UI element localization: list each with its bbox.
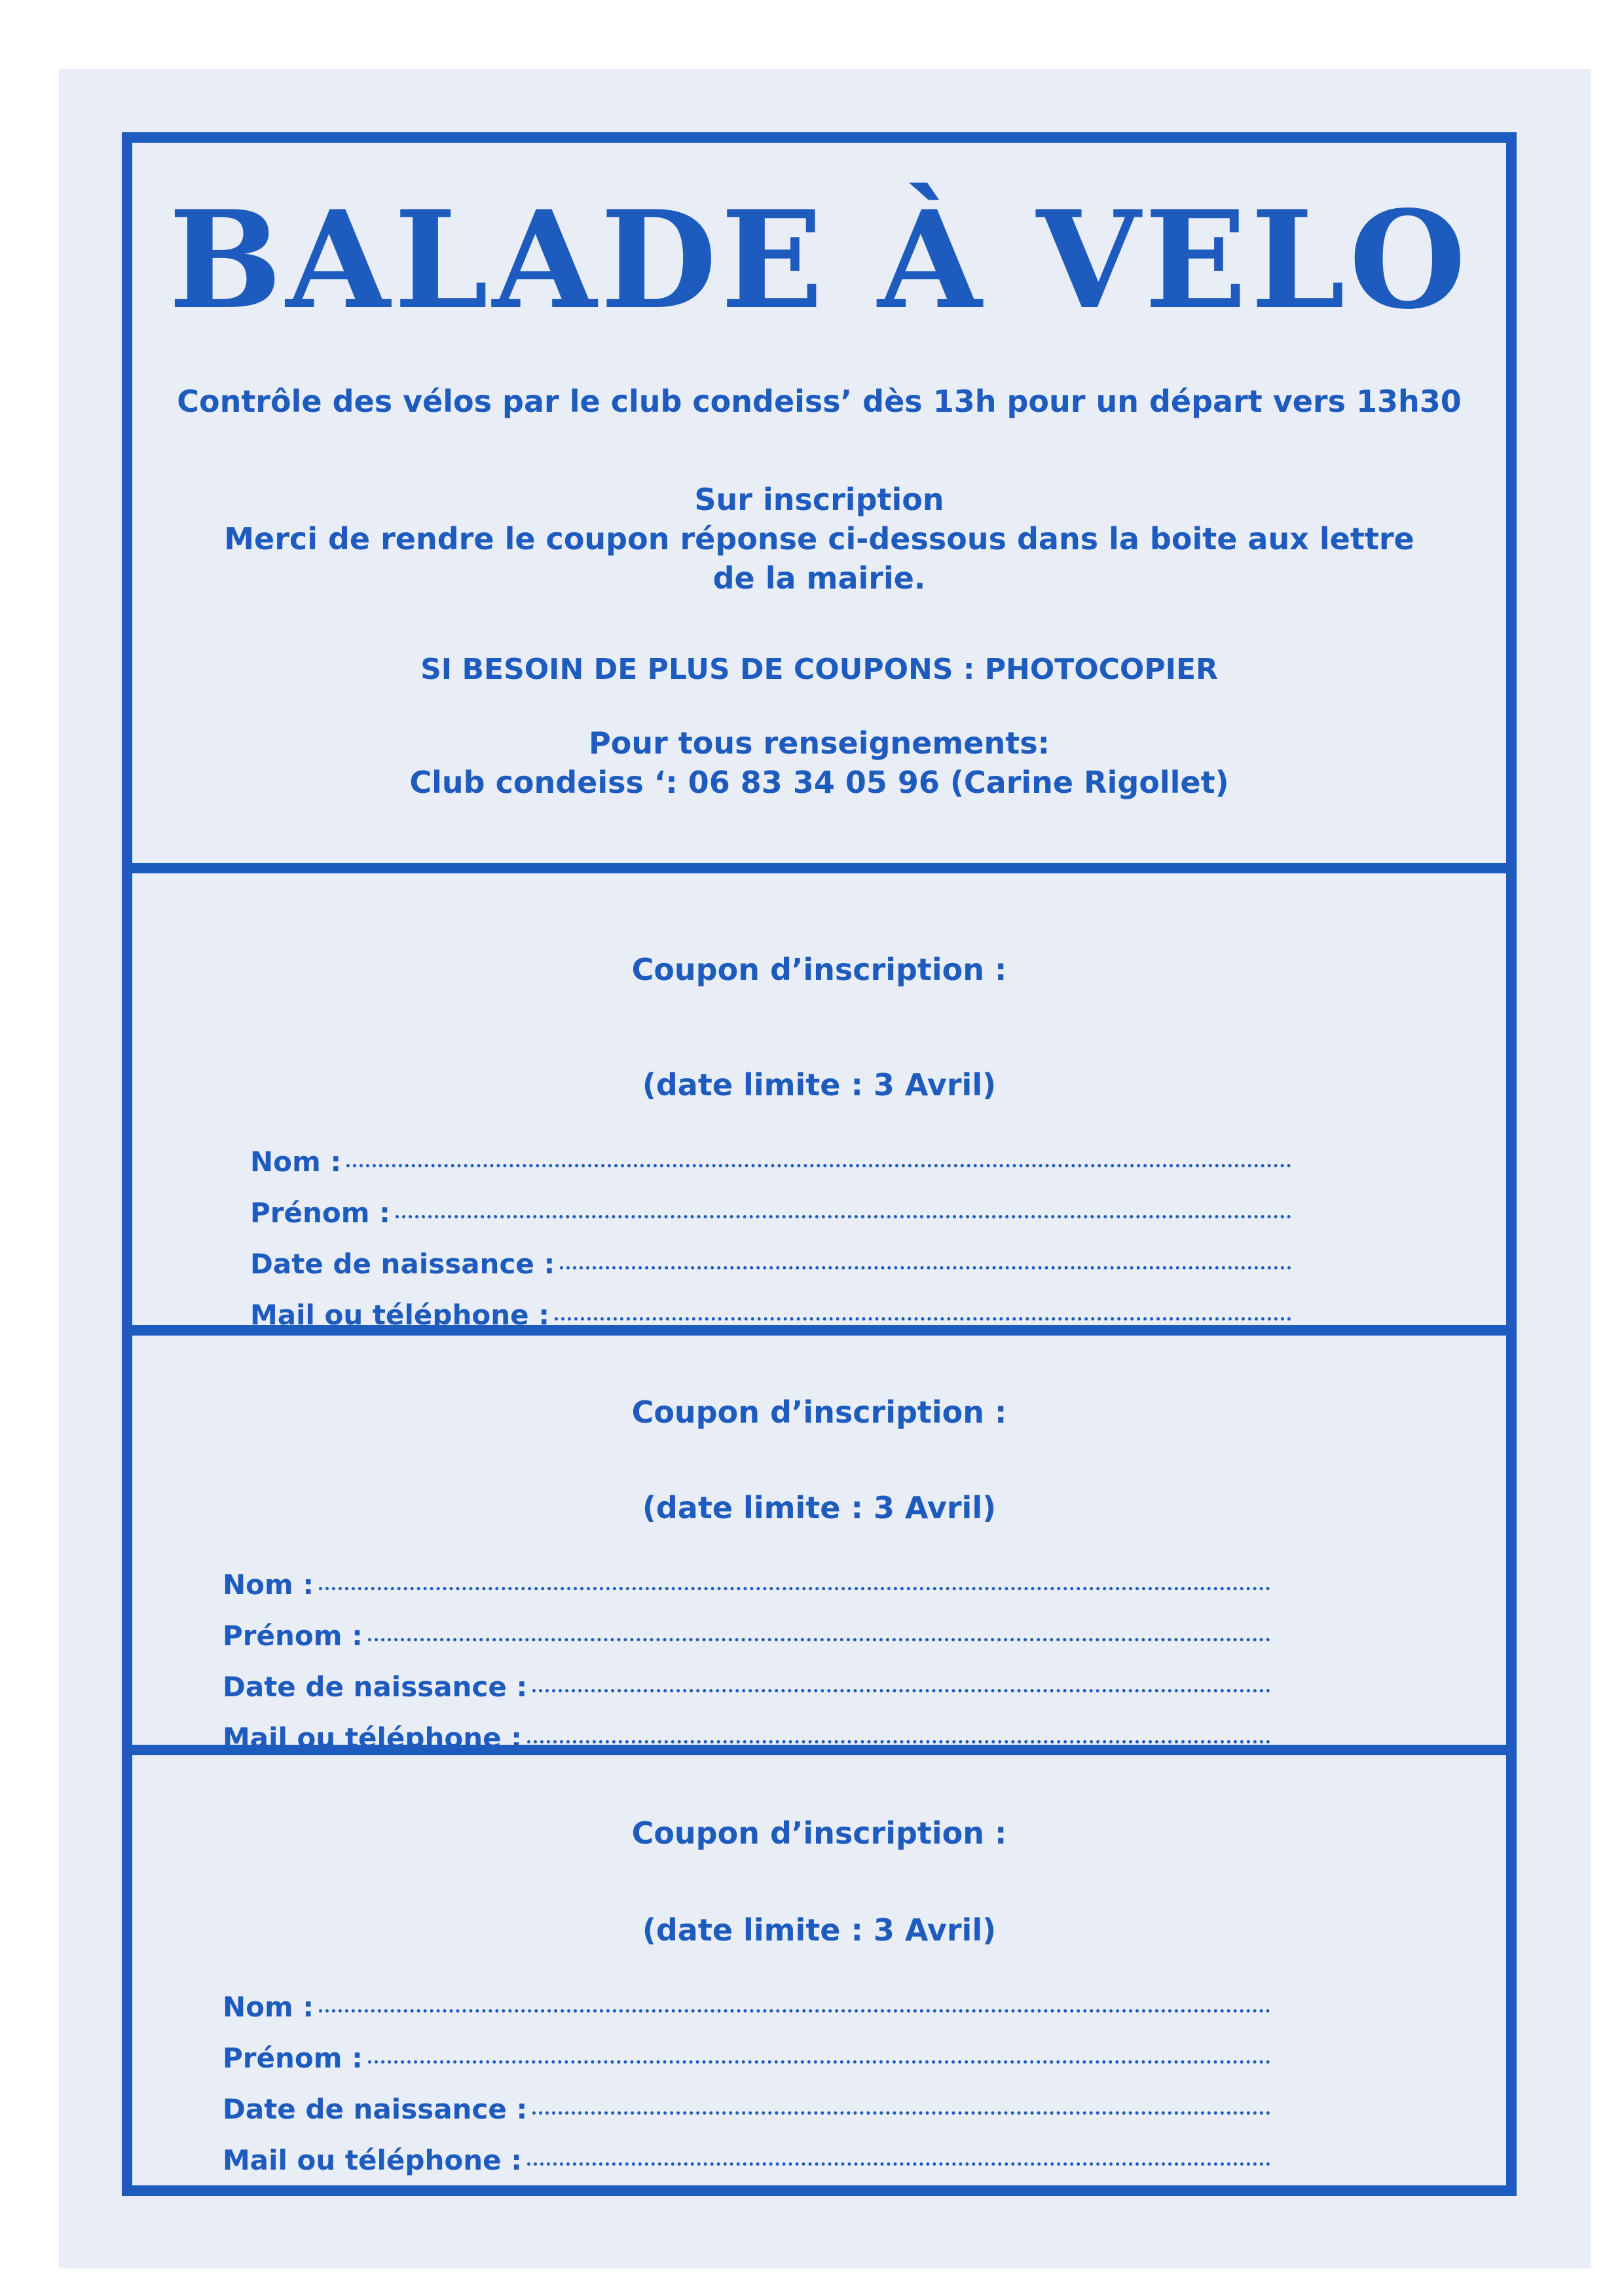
field-date-naissance[interactable] [223, 1662, 1270, 1713]
dotted-line [346, 1164, 1291, 1167]
field-prenom[interactable] [250, 1188, 1291, 1239]
info-contact: Club condeiss ‘: 06 83 34 05 96 (Carine Rigollet) [409, 765, 1229, 800]
dotted-line [532, 2111, 1270, 2115]
field-nom[interactable] [223, 1559, 1270, 1611]
info-title: Pour tous renseignements: [589, 725, 1050, 761]
dotted-line [560, 1266, 1291, 1269]
field-date-naissance[interactable] [223, 2084, 1270, 2135]
field-label: Mail ou téléphone : [223, 2144, 522, 2176]
field-label: Prénom : [223, 2042, 363, 2074]
field-contact[interactable] [250, 1290, 1291, 1341]
registration-required: Sur inscription [694, 482, 944, 517]
coupon-deadline: (date limite : 3 Avril) [642, 1490, 997, 1525]
paper-sheet [59, 69, 1591, 2269]
field-label: Date de naissance : [223, 1671, 528, 1703]
field-nom[interactable] [250, 1137, 1291, 1188]
instructions-line-2: de la mairie. [712, 560, 926, 596]
field-label: Mail ou téléphone : [223, 1722, 522, 1754]
field-label: Nom : [223, 1991, 314, 2023]
coupon-deadline: (date limite : 3 Avril) [642, 1912, 997, 1948]
header-section [132, 143, 1506, 873]
field-label: Nom : [250, 1146, 342, 1178]
dotted-line [527, 2162, 1270, 2166]
dotted-line [368, 1638, 1270, 1641]
coupon-title: Coupon d’inscription : [631, 1394, 1007, 1430]
coupon-1 [132, 873, 1506, 1336]
photocopy-notice: SI BESOIN DE PLUS DE COUPONS : PHOTOCOPIER [420, 653, 1218, 686]
dotted-line [527, 1740, 1270, 1743]
coupon-title: Coupon d’inscription : [631, 1815, 1007, 1851]
main-title: BALADE À VELO [168, 182, 1470, 339]
field-contact[interactable] [223, 2135, 1270, 2186]
dotted-line [368, 2060, 1270, 2064]
coupon-deadline: (date limite : 3 Avril) [642, 1067, 997, 1102]
control-info: Contrôle des vélos par le club condeiss’ dès 13h pour un départ vers 13h30 [177, 384, 1462, 419]
field-date-naissance[interactable] [250, 1239, 1291, 1290]
field-label: Mail ou téléphone : [250, 1299, 549, 1331]
field-prenom[interactable] [223, 1611, 1270, 1662]
field-prenom[interactable] [223, 2033, 1270, 2084]
field-label: Prénom : [250, 1197, 390, 1229]
field-label: Date de naissance : [250, 1248, 555, 1280]
coupon-title: Coupon d’inscription : [631, 952, 1007, 987]
field-label: Nom : [223, 1569, 314, 1601]
dotted-line [319, 2009, 1270, 2013]
dotted-line [555, 1317, 1291, 1321]
coupon-2 [132, 1336, 1506, 1755]
coupon-3 [132, 1755, 1506, 2185]
field-label: Prénom : [223, 1620, 363, 1652]
flyer-frame [122, 132, 1517, 2196]
dotted-line [396, 1215, 1291, 1218]
dotted-line [319, 1587, 1270, 1590]
field-nom[interactable] [223, 1982, 1270, 2033]
instructions-line-1: Merci de rendre le coupon réponse ci-dessous dans la boite aux lettre [224, 521, 1414, 556]
dotted-line [532, 1689, 1270, 1692]
field-label: Date de naissance : [223, 2093, 528, 2125]
